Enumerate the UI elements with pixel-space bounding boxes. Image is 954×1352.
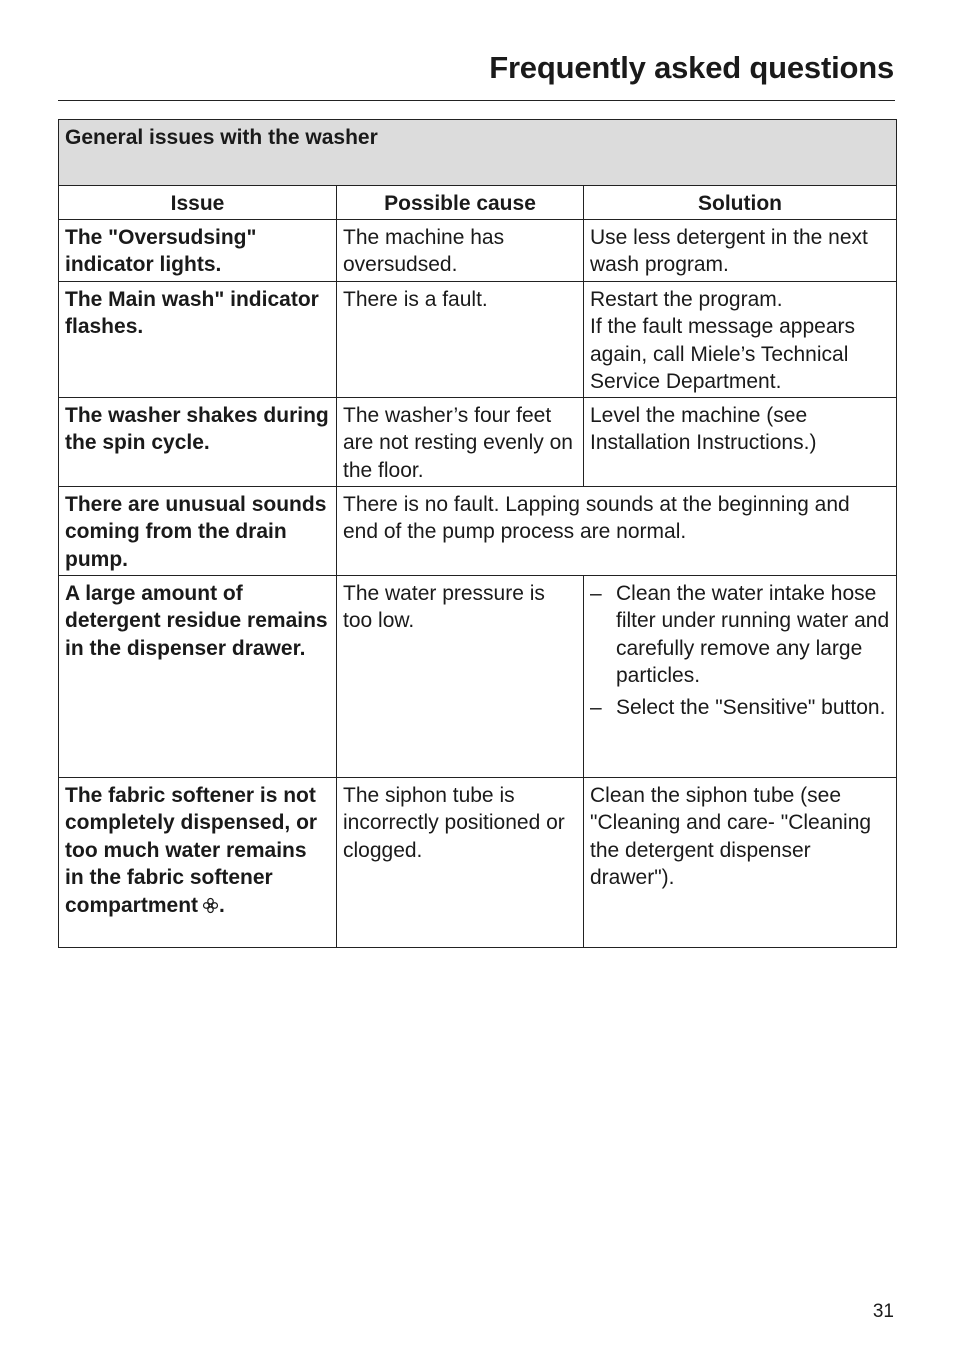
- section-title: General issues with the washer: [59, 120, 897, 186]
- page-number: 31: [872, 1301, 894, 1322]
- issue-text: The fabric softener is not completely dispensed, or too much water remains in the fabric softener compartment: [65, 783, 318, 917]
- solution-cell: Use less detergent in the next wash program.: [584, 219, 897, 281]
- solution-list-item: [590, 580, 890, 690]
- dash-bullet: –: [590, 695, 602, 719]
- column-header-issue: Issue: [59, 186, 337, 220]
- solution-list: [590, 580, 890, 722]
- cause-cell: There is a fault.: [337, 281, 584, 397]
- solution-line: Restart the program.: [590, 287, 783, 311]
- section-header-row: [59, 120, 897, 186]
- dash-bullet: –: [590, 581, 602, 605]
- solution-line: If the fault message appears again, call Miele’s Technical Service Department.: [590, 315, 855, 393]
- column-header-row: [59, 186, 897, 220]
- issue-cell: A large amount of detergent residue remains in the dispenser drawer.: [59, 575, 337, 777]
- table-row: [59, 777, 897, 947]
- cause-cell: The siphon tube is incorrectly positioned or clogged.: [337, 777, 584, 947]
- solution-item-text: Select the "Sensitive" button.: [616, 695, 886, 719]
- table-row: [59, 575, 897, 777]
- issue-suffix: .: [219, 893, 225, 917]
- cause-cell: The water pressure is too low.: [337, 575, 584, 777]
- solution-cell: Level the machine (see Installation Instructions.): [584, 397, 897, 486]
- title-divider: [58, 100, 895, 101]
- flower-icon: [202, 897, 219, 914]
- issue-cell: The washer shakes during the spin cycle.: [59, 397, 337, 486]
- issue-cell: The "Oversudsing" indicator lights.: [59, 219, 337, 281]
- faq-table: [58, 119, 897, 948]
- issue-cell: There are unusual sounds coming from the drain pump.: [59, 486, 337, 575]
- table-row: [59, 397, 897, 486]
- issue-cell: The Main wash" indicator flashes.: [59, 281, 337, 397]
- cause-cell: The washer’s four feet are not resting evenly on the floor.: [337, 397, 584, 486]
- column-header-solution: Solution: [584, 186, 897, 220]
- cause-cell: The machine has oversudsed.: [337, 219, 584, 281]
- table-row: [59, 486, 897, 575]
- solution-cell: [584, 281, 897, 397]
- solution-list-item: [590, 694, 890, 722]
- table-row: [59, 219, 897, 281]
- merged-cause-solution-cell: There is no fault. Lapping sounds at the beginning and end of the pump process are normal.: [337, 486, 897, 575]
- solution-cell: [584, 575, 897, 777]
- solution-cell: Clean the siphon tube (see "Cleaning and care- "Cleaning the detergent dispenser drawer").: [584, 777, 897, 947]
- issue-cell: [59, 777, 337, 947]
- page-title: Frequently asked questions: [489, 50, 894, 85]
- solution-item-text: Clean the water intake hose filter under running water and carefully remove any large particles.: [616, 581, 890, 687]
- table-row: [59, 281, 897, 397]
- column-header-cause: Possible cause: [337, 186, 584, 220]
